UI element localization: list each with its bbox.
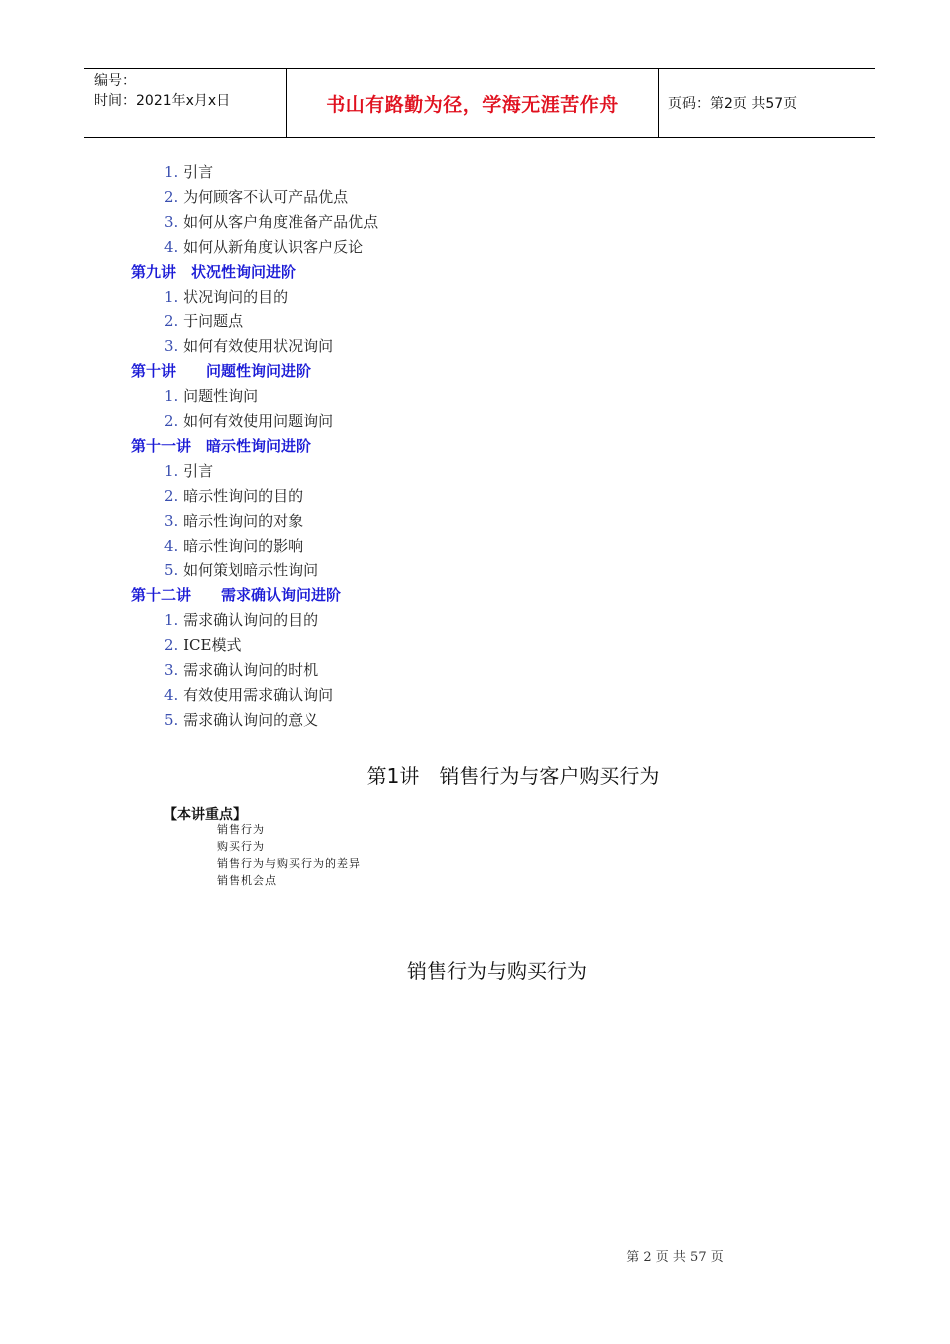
outline-item-number: 3.	[164, 512, 179, 530]
outline-item-text: 需求确认询问的目的	[183, 611, 319, 629]
outline-item-number: 2.	[164, 188, 179, 206]
outline-item	[164, 187, 348, 207]
outline-item	[164, 560, 318, 580]
outline-item-text: 如何从客户角度准备产品优点	[183, 213, 379, 231]
outline-item-number: 4.	[164, 537, 179, 555]
keypoint-item: 购买行为	[217, 840, 265, 853]
outline-item	[164, 536, 303, 556]
outline-item	[164, 212, 378, 232]
outline-item-text: 有效使用需求确认询问	[183, 686, 334, 704]
outline-item	[164, 162, 213, 182]
outline-item-number: 3.	[164, 337, 179, 355]
outline-item-text: 为何顾客不认可产品优点	[183, 188, 349, 206]
page-footer: 第 2 页 共 57 页	[626, 1250, 724, 1265]
outline-item-number: 3.	[164, 661, 179, 679]
outline-item	[164, 336, 333, 356]
outline-item	[164, 511, 303, 531]
outline-item	[164, 610, 318, 630]
outline-item-text: 如何有效使用问题询问	[183, 412, 334, 430]
outline-item-number: 2.	[164, 412, 179, 430]
lecture-title: 第1讲 销售行为与客户购买行为	[366, 764, 660, 788]
outline-item-text: 需求确认询问的意义	[183, 711, 319, 729]
outline-item	[164, 411, 333, 431]
outline-item	[164, 461, 213, 481]
outline-item-text: 暗示性询问的影响	[183, 537, 304, 555]
outline-item-text: 如何策划暗示性询问	[183, 561, 319, 579]
outline-item	[164, 710, 318, 730]
outline-lecture-heading: 第十二讲 需求确认询问进阶	[131, 586, 342, 604]
outline-item-text: 问题性询问	[183, 387, 259, 405]
outline-item-text: 引言	[183, 163, 214, 181]
outline-item-number: 4.	[164, 686, 179, 704]
outline-item-number: 2.	[164, 636, 179, 654]
page-header	[84, 68, 875, 138]
outline-item	[164, 237, 363, 257]
outline-lecture-heading: 第九讲 状况性询问进阶	[131, 263, 297, 281]
outline-item-number: 5.	[164, 711, 179, 729]
outline-item-number: 2.	[164, 487, 179, 505]
outline-item	[164, 635, 241, 655]
keypoints-title: 【本讲重点】	[163, 807, 247, 823]
outline-item-number: 2.	[164, 312, 179, 330]
outline-lecture-heading: 第十讲 问题性询问进阶	[131, 362, 312, 380]
outline-item	[164, 685, 333, 705]
outline-item-text: 如何从新角度认识客户反论	[183, 238, 364, 256]
keypoint-item: 销售行为	[217, 823, 265, 836]
keypoint-item: 销售机会点	[217, 874, 277, 887]
header-motto: 书山有路勤为径，学海无涯苦作舟	[286, 69, 659, 137]
outline-item-text: 引言	[183, 462, 214, 480]
document-date: 时间：2021年x月x日	[94, 93, 231, 109]
outline-item-text: ICE模式	[183, 636, 242, 654]
outline-item-number: 5.	[164, 561, 179, 579]
outline-item-number: 3.	[164, 213, 179, 231]
section-title: 销售行为与购买行为	[407, 959, 587, 983]
outline-item-text: 需求确认询问的时机	[183, 661, 319, 679]
outline-item-number: 4.	[164, 238, 179, 256]
outline-item-text: 暗示性询问的目的	[183, 487, 304, 505]
outline-item-number: 1.	[164, 462, 179, 480]
keypoint-item: 销售行为与购买行为的差异	[217, 857, 361, 870]
outline-item-text: 于问题点	[183, 312, 244, 330]
outline-item	[164, 386, 258, 406]
document-number-label: 编号：	[94, 73, 136, 89]
outline-item	[164, 660, 318, 680]
outline-lecture-heading: 第十一讲 暗示性询问进阶	[131, 437, 312, 455]
outline-item	[164, 311, 243, 331]
outline-item	[164, 287, 288, 307]
outline-item-text: 状况询问的目的	[183, 288, 289, 306]
outline-item-number: 1.	[164, 288, 179, 306]
outline-item-number: 1.	[164, 387, 179, 405]
outline-item	[164, 486, 303, 506]
outline-item-number: 1.	[164, 611, 179, 629]
header-page-info: 页码：第2页 共57页	[668, 96, 798, 112]
outline-item-text: 暗示性询问的对象	[183, 512, 304, 530]
outline-item-text: 如何有效使用状况询问	[183, 337, 334, 355]
outline-item-number: 1.	[164, 163, 179, 181]
header-meta	[84, 69, 286, 137]
